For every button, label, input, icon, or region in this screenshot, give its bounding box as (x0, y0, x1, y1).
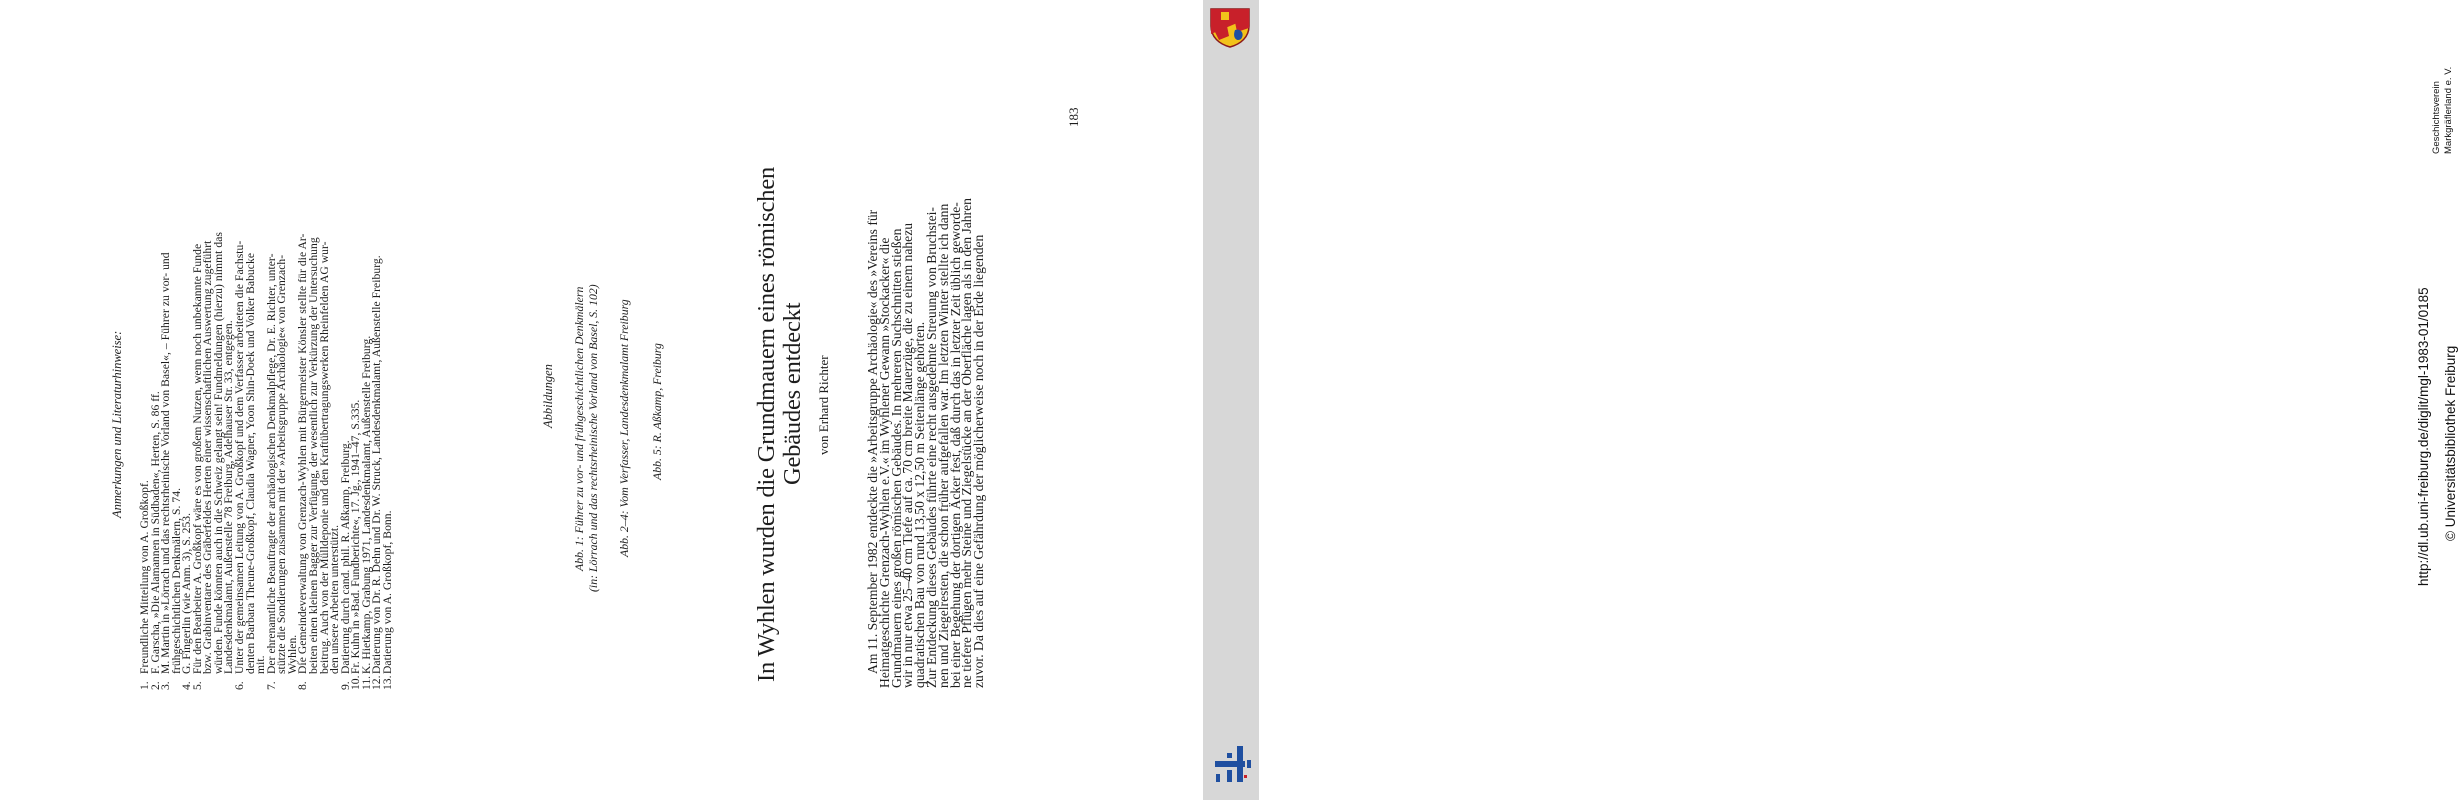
note-line: frühgeschichtlichen Denkmälern, S. 74. (169, 487, 183, 674)
note-number: 5. (190, 681, 204, 690)
note-line: denten Barbara Theune-Großkopf, Claudia Wagner, Yoon Shin-Doek und Volker Babucke (243, 252, 257, 674)
note-line: Datierung von Dr. R. Dehn und Dr. W. Struck, Landesdenkmalamt, Außenstelle Freiburg. (370, 255, 384, 674)
note-line: Wyhlen. (285, 634, 299, 674)
note-number: 7. (264, 681, 278, 690)
body-line: bei einer Begehung der dortigen Äcker fest, daß durch das in letzter Zeit üblich geworde- (947, 202, 963, 688)
publisher-name-line-1: Geschichtsverein (2431, 81, 2442, 154)
page-number: 183 (1066, 107, 1081, 127)
note-line: Landesdenkmalamt, Außenstelle 78 Freiburg, Adelhauser Str. 33, entgegen. (222, 320, 236, 674)
coat-of-arms-icon (1207, 6, 1253, 53)
note-line: Der ehrenamtliche Beauftragte der archäologischen Denkmalpflege, Dr. E. Richter, unter- (264, 253, 278, 674)
note-line: F. Garscha, »Die Alamannen in Südbaden«, Herten, S. 86 ff. (148, 391, 162, 674)
note-line: Fr. Kuhn in »Bad. Fundberichte«, 17. Jg., 1941–47, S.335. (349, 399, 363, 674)
notes-heading: Anmerkungen und Literaturhinweise: (110, 330, 124, 518)
note-number: 8. (296, 681, 310, 690)
note-line: mit. (254, 655, 268, 674)
note-line: beiten einen kleinen Bagger zur Verfügung, der wesentlich zur Verkürzung der Untersuchung (306, 237, 320, 674)
publisher-name-line-2: Markgräflerland e. V. (2443, 66, 2454, 154)
note-number: 6. (233, 681, 247, 690)
body-line: Heimatgeschichte Grenzach-Wyhlen e.V.« im Wyhlener Gewann »Stockacker« die (876, 237, 892, 688)
note-line: beitrug. Auch von der Mülldeponie und den Kraftübertragungswerken Rheinfelden AG wur- (317, 241, 331, 674)
body-line: zuvor. Da dies auf eine Gefährdung der möglicherweise noch in der Erde liegenden (971, 234, 987, 688)
note-line: M. Martin in »Lörrach und das rechtsrheinische Vorland von Basel«, – Führer zu vor- und (159, 252, 173, 674)
note-line: G. Fingerlin (wie Anm. 3), S. 253. (180, 512, 194, 674)
note-line: den unsere Arbeiten unterstützt. (328, 524, 342, 674)
library-logo-icon (1209, 740, 1253, 787)
note-line: Die Gemeindeverwaltung von Grenzach-Wyhlen mit Bürgermeister Könsler stellte für die Ar- (296, 233, 310, 674)
article-title-2: Gebäudes entdeckt (779, 302, 806, 485)
body-line: Zur Entdeckung dieses Gebäudes führte eine recht ausgedehnte Streuung von Bruchstei- (924, 207, 939, 688)
note-line: K. Hietkamp, Grabung 1971, Landesdenkmalamt, Außenstelle Freiburg. (359, 335, 373, 674)
note-number: 12. (370, 675, 384, 690)
illustration-caption-5: Abb. 5: R. Aßkamp, Freiburg (650, 343, 664, 480)
illustration-caption-1: Abb. 1: Führer zu vor- und frühgeschichtlichen Denkmälern (572, 286, 586, 571)
illustration-caption-1b: (in: Lörrach und das rechtsrheinische Vorland von Basel, S. 102) (586, 284, 600, 592)
illustration-caption-2: Abb. 2–4: Vom Verfasser, Landesdenkmalamt Freiburg (617, 299, 631, 557)
note-number: 10. (349, 675, 363, 690)
note-number: 4. (180, 681, 194, 690)
body-line: Grundmauern eines großen römischen Gebäudes. In mehreren Suchschnitten stießen (888, 228, 904, 688)
body-line: wir in nur etwa 25–40 cm Tiefe auf ca. 70 cm breite Mauerzüge, die zu einem nahezu (900, 222, 916, 688)
note-number: 3. (159, 681, 173, 690)
scanned-page (0, 0, 1203, 800)
note-number: 11. (359, 675, 373, 690)
note-number: 2. (148, 681, 162, 690)
note-line: Datierung durch cand. phil. R. Aßkamp, Freiburg. (338, 440, 352, 674)
body-line: nen und Ziegelresten, die schon früher aufgefallen war. Im letzten Winter stellte ich dann (935, 203, 951, 688)
body-line: quadratischen Bau von rund 13,50 x 12,50 m Seitenlänge gehörten. (912, 321, 928, 688)
note-line: Für den Bearbeiter A. Großkopf wäre es von großem Nutzen, wenn noch unbekannte Funde (190, 243, 204, 674)
article-author: von Erhard Richter (816, 355, 831, 455)
note-line: würden. Funde könnten auch in die Schweiz gelangt sein! Fundmeldungen (hierzu) nimmt das (211, 232, 225, 674)
note-number: 9. (338, 681, 352, 690)
note-number: 1. (138, 681, 151, 690)
article-title: In Wyhlen wurden die Grundmauern eines römischen (753, 166, 780, 682)
body-line: ne tiefere Pflügen mehr Steine und Ziegelstücke an der Oberfläche lagen als in den Jahren (959, 198, 975, 688)
illustrations-heading: Abbildungen (541, 364, 555, 428)
note-line: bzw. Grabinventare des Gräberfeldes Herten einer wissenschaftlichen Auswertung zugeführt (201, 240, 215, 674)
note-line: Unter der gemeinsamen Leitung von A. Großkopf und dem Verfasser arbeiteten die Fachstu- (233, 240, 247, 674)
body-line: Am 11. September 1982 entdeckte die »Arbeitsgruppe Archäologie« des »Vereins für (865, 209, 880, 674)
copyright-notice: © Universitätsbibliothek Freiburg (2443, 345, 2458, 541)
note-line: Datierung von A. Großkopf, Bonn. (380, 510, 394, 674)
note-line: stützte die Sondierungen zusammen mit der »Arbeitsgruppe Archäologie« von Grenzach- (275, 254, 289, 674)
note-number: 13. (380, 675, 394, 690)
note-line: Freundliche Mitteilung von A. Großkopf. (138, 480, 151, 674)
source-url[interactable]: http://dl.ub.uni-freiburg.de/diglit/mgl-1983-01/0185 (2416, 287, 2431, 586)
viewer-sidebar (1203, 0, 2458, 800)
